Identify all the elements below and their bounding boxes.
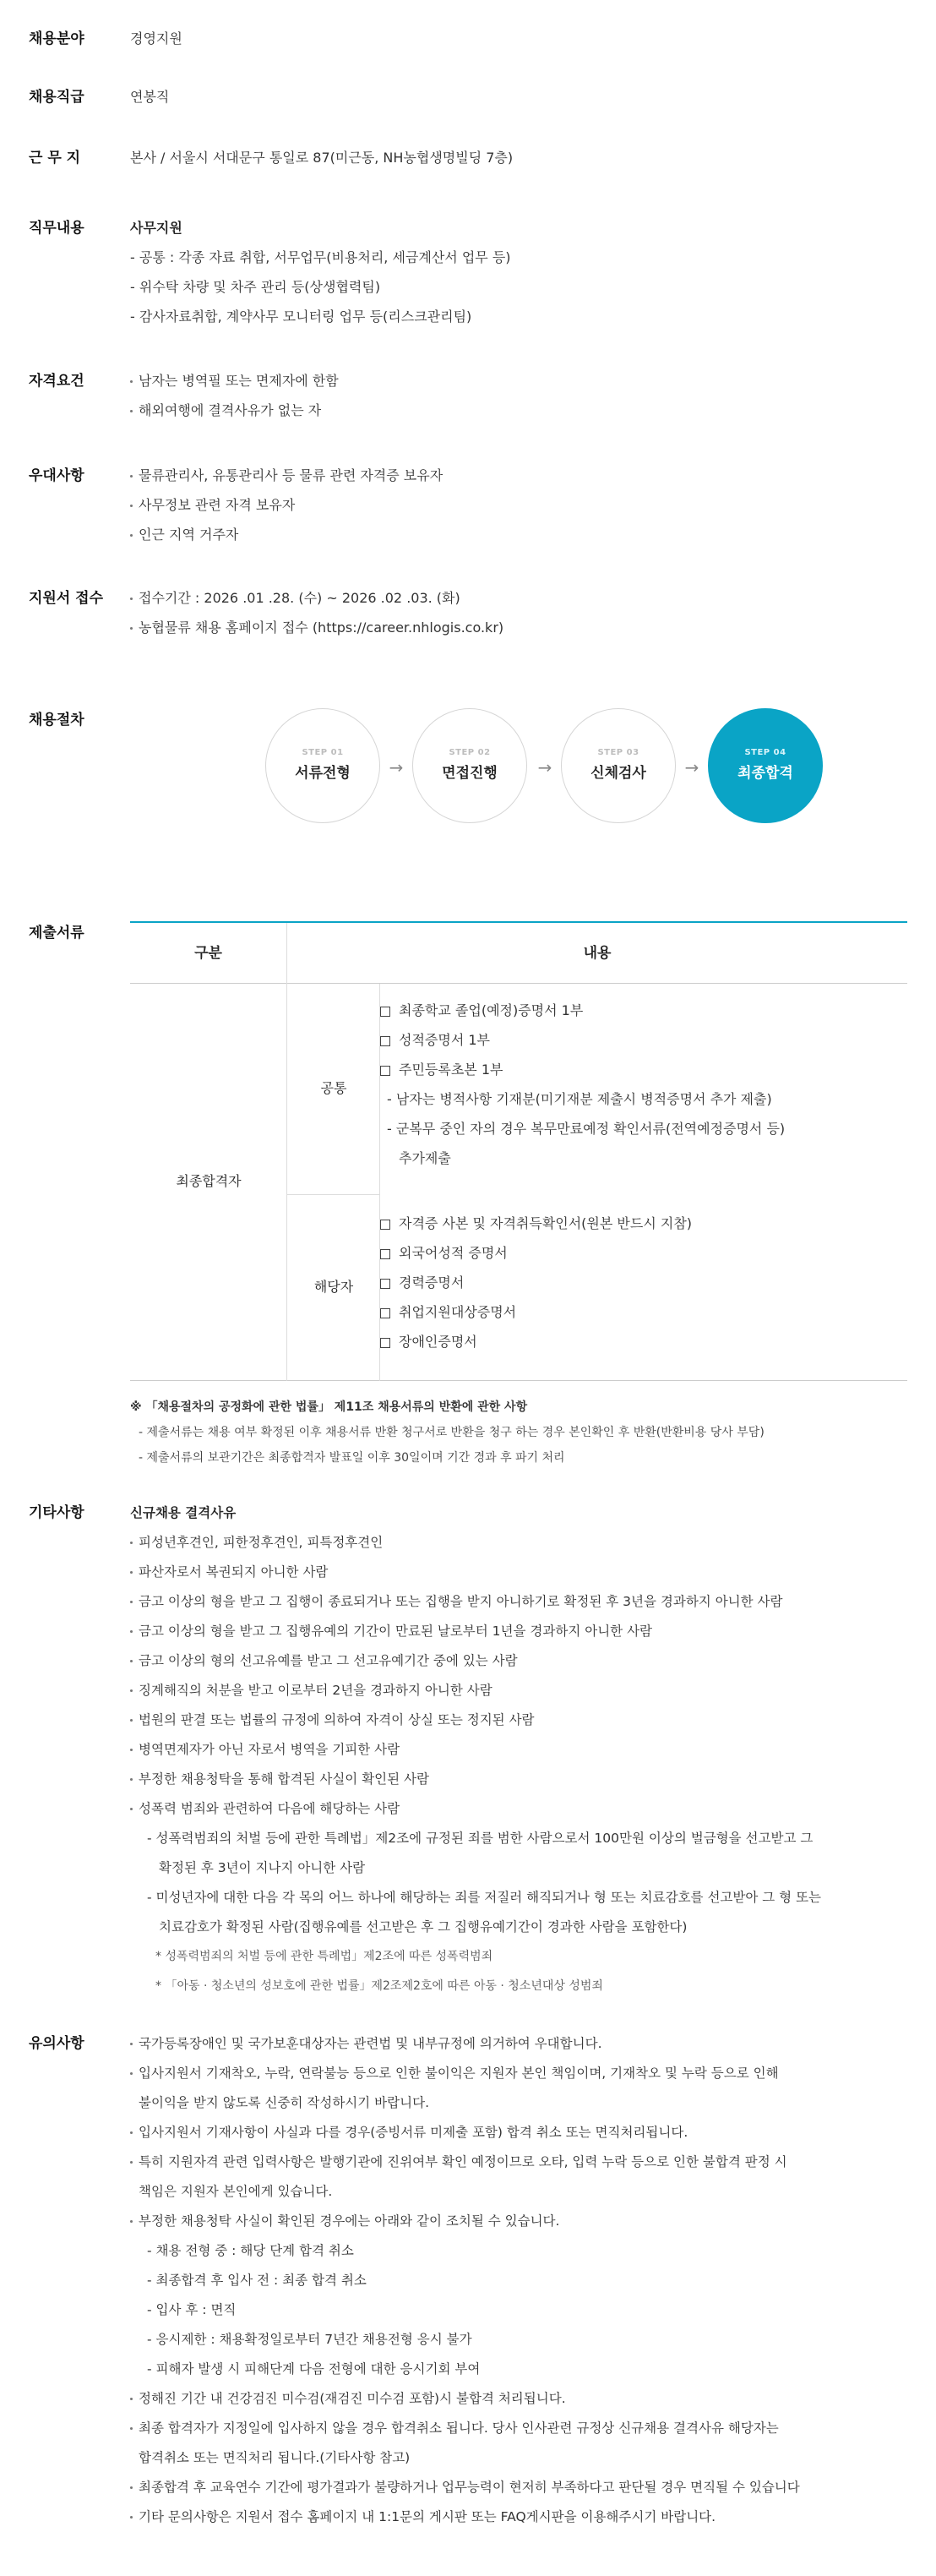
document-item-note: - 남자는 병적사항 기재분(미기재분 제출시 병적증명서 추가 제출) [387,1091,772,1107]
table-header-category: 구분 [130,923,287,984]
document-item-note: 추가제출 [399,1150,451,1166]
qualifications-label: 자격요건 [29,373,84,390]
disqualification-item: 부정한 채용청탁을 통해 합격된 사실이 확인된 사람 [130,1767,924,1797]
disqualification-item: 금고 이상의 형을 받고 그 집행이 종료되거나 또는 집행을 받지 아니하기로 확정된 후 3년을 경과하지 아니한 사람 [130,1590,924,1619]
table-applicable-content [380,1212,907,1360]
process-step-number: STEP 02 [449,748,491,757]
process-step-4 [708,708,823,823]
documents-label: 제출서류 [29,925,84,941]
process-step-name: 면접진행 [442,765,498,782]
application-label: 지원서 접수 [29,590,104,607]
process-step-number: STEP 03 [597,748,639,757]
caution-line: 국가등록장애인 및 국가보훈대상자는 관련법 및 내부규정에 의거하여 우대합니다. [130,2032,924,2061]
table-subgroup-label: 해당자 [313,1279,354,1295]
cautions-list [130,2032,924,2535]
documents-notes [130,1396,907,1472]
disqualification-item: 피성년후견인, 피한정후견인, 피특정후견인 [130,1531,924,1560]
disqualification-sub: 치료감호가 확정된 사람(집행유예를 선고받은 후 그 집행유예기간이 경과한 사람을 포함한다) [159,1919,688,1935]
process-step-name: 서류전형 [295,765,351,782]
caution-line: 부정한 채용청탁 사실이 확인된 경우에는 아래와 같이 조치될 수 있습니다. [130,2209,924,2239]
process-steps [240,708,848,827]
caution-line: 합격취소 또는 면직처리 됩니다.(기타사항 참고) [139,2450,411,2465]
application-period: 접수기간 : 2026 .01 .28. (수) ~ 2026 .02 .03. (화) [130,587,924,616]
process-step-name: 최종합격 [737,765,793,782]
arrow-right-icon: → [389,757,404,778]
duties-item: - 공통 : 각종 자료 취합, 서무업무(비용처리, 세금계산서 업무 등) [130,249,511,265]
arrow-right-icon: → [537,757,552,778]
table-subgroup-applicable [287,1195,380,1381]
process-step-number: STEP 04 [744,748,786,757]
documents-note: - 제출서류는 채용 여부 확정된 이후 채용서류 반환 청구서로 반환을 청구 하는 경우 본인확인 후 반환(반환비용 당사 부담) [139,1426,765,1439]
table-body [130,984,907,1381]
duties-item: - 감사자료취합, 계약사무 모니터링 업무 등(리스크관리팀) [130,308,472,325]
caution-line: - 최종합격 후 입사 전 : 최종 합격 취소 [147,2273,367,2288]
document-item: 자격증 사본 및 자격취득확인서(원본 반드시 지참) [380,1212,907,1242]
duties-label: 직무내용 [29,220,84,237]
table-group-label: 최종합격자 [176,1173,242,1189]
field-label: 채용분야 [29,30,84,47]
documents-note: - 제출서류의 보관기간은 최종합격자 발표일 이후 30일이며 기간 경과 후 파기 처리 [139,1451,565,1465]
caution-line: 기타 문의사항은 지원서 접수 홈페이지 내 1:1문의 게시판 또는 FAQ게시판을 이용해주시기 바랍니다. [130,2505,924,2535]
caution-line: - 피해자 발생 시 피해단계 다음 전형에 대한 응시기회 부여 [147,2361,481,2377]
caution-line: - 응시제한 : 채용확정일로부터 7년간 채용전형 응시 불가 [147,2332,472,2347]
disqualification-item: 금고 이상의 형의 선고유예를 받고 그 선고유예기간 중에 있는 사람 [130,1649,924,1678]
preference-item: 인근 지역 거주자 [130,523,924,553]
process-step-number: STEP 01 [302,748,344,757]
disqualification-sub: - 미성년자에 대한 다음 각 목의 어느 하나에 해당하는 죄를 저질러 해직되거나 형 또는 치료감호를 선고받아 그 형 또는 [147,1890,822,1905]
table-subgroup-label: 공통 [320,1080,347,1096]
disqualification-item: 파산자로서 복권되지 아니한 사람 [130,1560,924,1590]
caution-line: - 입사 후 : 면직 [147,2302,237,2317]
disqualification-sub: 확정된 후 3년이 지나지 아니한 사람 [159,1860,366,1875]
arrow-right-icon: → [684,757,699,778]
caution-line: 입사지원서 기재사항이 사실과 다를 경우(증빙서류 미제출 포함) 합격 취소 또는 면직처리됩니다. [130,2120,924,2150]
caution-line: 입사지원서 기재착오, 누락, 연락불능 등으로 인한 불이익은 지원자 본인 책임이며, 기재착오 및 누락 등으로 인해 [130,2061,924,2091]
disqualification-footnote: * 「아동 · 청소년의 성보호에 관한 법률」제2조제2호에 따른 아동 · 청소년대상 성범죄 [155,1979,603,1993]
document-item: 경력증명서 [380,1271,907,1301]
disqualification-sub: - 성폭력범죄의 처벌 등에 관한 특례법」제2조에 규정된 죄를 범한 사람으로서 100만원 이상의 벌금형을 선고받고 그 [147,1831,814,1846]
duties-title: 사무지원 [130,220,182,236]
document-item: 취업지원대상증명서 [380,1301,907,1330]
preferences-label: 우대사항 [29,467,84,484]
duties-item: - 위수탁 차량 및 차주 관리 등(상생협력팀) [130,279,381,295]
disqualification-footnote: * 성폭력범죄의 처벌 등에 관한 특례법」제2조에 따른 성폭력범죄 [155,1950,493,1963]
process-step-1 [265,708,380,823]
caution-line: 최종합격 후 교육연수 기간에 평가결과가 불량하거나 업무능력이 현저히 부족하다고 판단될 경우 면직될 수 있습니다 [130,2475,924,2505]
process-step-2 [412,708,527,823]
preference-item: 물류관리사, 유통관리사 등 물류 관련 자격증 보유자 [130,464,924,494]
caution-line: 정해진 기간 내 건강검진 미수검(재검진 미수검 포함)시 불합격 처리됩니다. [130,2387,924,2416]
table-common-content [380,999,907,1176]
caution-line: - 채용 전형 중 : 해당 단계 합격 취소 [147,2243,354,2258]
process-step-name: 신체검사 [590,765,646,782]
location-label: 근 무 지 [29,150,81,166]
field-value: 경영지원 [130,30,182,46]
caution-line: 특히 지원자격 관련 입력사항은 발행기관에 진위여부 확인 예정이므로 오타, 입력 누락 등으로 인한 불합격 판정 시 [130,2150,924,2180]
location-value: 본사 / 서울시 서대문구 통일로 87(미근동, NH농협생명빌딩 7층) [130,150,514,166]
process-step-3 [561,708,676,823]
grade-label: 채용직급 [29,89,84,106]
documents-note: ※ 「채용절차의 공정화에 관한 법률」 제11조 채용서류의 반환에 관한 사항 [130,1400,528,1414]
disqualification-item: 법원의 판결 또는 법률의 규정에 의하여 자격이 상실 또는 정지된 사람 [130,1708,924,1738]
caution-line: 책임은 지원자 본인에게 있습니다. [139,2184,333,2199]
qualification-item: 남자는 병역필 또는 면제자에 한함 [130,369,924,399]
document-item: 외국어성적 증명서 [380,1242,907,1271]
document-item: 장애인증명서 [380,1330,907,1360]
document-item: 성적증명서 1부 [380,1029,907,1058]
disqualification-item: 금고 이상의 형을 받고 그 집행유예의 기간이 만료된 날로부터 1년을 경과하지 아니한 사람 [130,1619,924,1649]
document-item: 최종학교 졸업(예정)증명서 1부 [380,999,907,1029]
cautions-label: 유의사항 [29,2035,84,2052]
application-homepage: 농협물류 채용 홈페이지 접수 (https://career.nhlogis.co.kr) [130,616,924,646]
disqualification-item: 병역면제자가 아닌 자로서 병역을 기피한 사람 [130,1738,924,1767]
disqualification-item: 징계해직의 처분을 받고 이로부터 2년을 경과하지 아니한 사람 [130,1678,924,1708]
grade-value: 연봉직 [130,89,170,105]
process-label: 채용절차 [29,712,84,729]
caution-line: 최종 합격자가 지정일에 입사하지 않을 경우 합격취소 됩니다. 당사 인사관련 규정상 신규채용 결격사유 해당자는 [130,2416,924,2446]
document-item: 주민등록초본 1부 [380,1058,907,1088]
document-item-note: - 군복무 중인 자의 경우 복무만료예정 확인서류(전역예정증명서 등) [387,1121,786,1137]
table-group-cell [130,984,287,1381]
qualification-item: 해외여행에 결격사유가 없는 자 [130,399,924,428]
disqualification-item: 성폭력 범죄와 관련하여 다음에 해당하는 사람 [130,1797,924,1826]
documents-table [130,921,907,1381]
others-title: 신규채용 결격사유 [130,1505,237,1520]
table-header [130,923,907,984]
caution-line: 불이익을 받지 않도록 신중히 작성하시기 바랍니다. [139,2095,429,2110]
table-subgroup-common [287,984,380,1195]
preference-item: 사무정보 관련 자격 보유자 [130,494,924,523]
others-label: 기타사항 [29,1504,84,1521]
table-header-content: 내용 [583,945,612,962]
